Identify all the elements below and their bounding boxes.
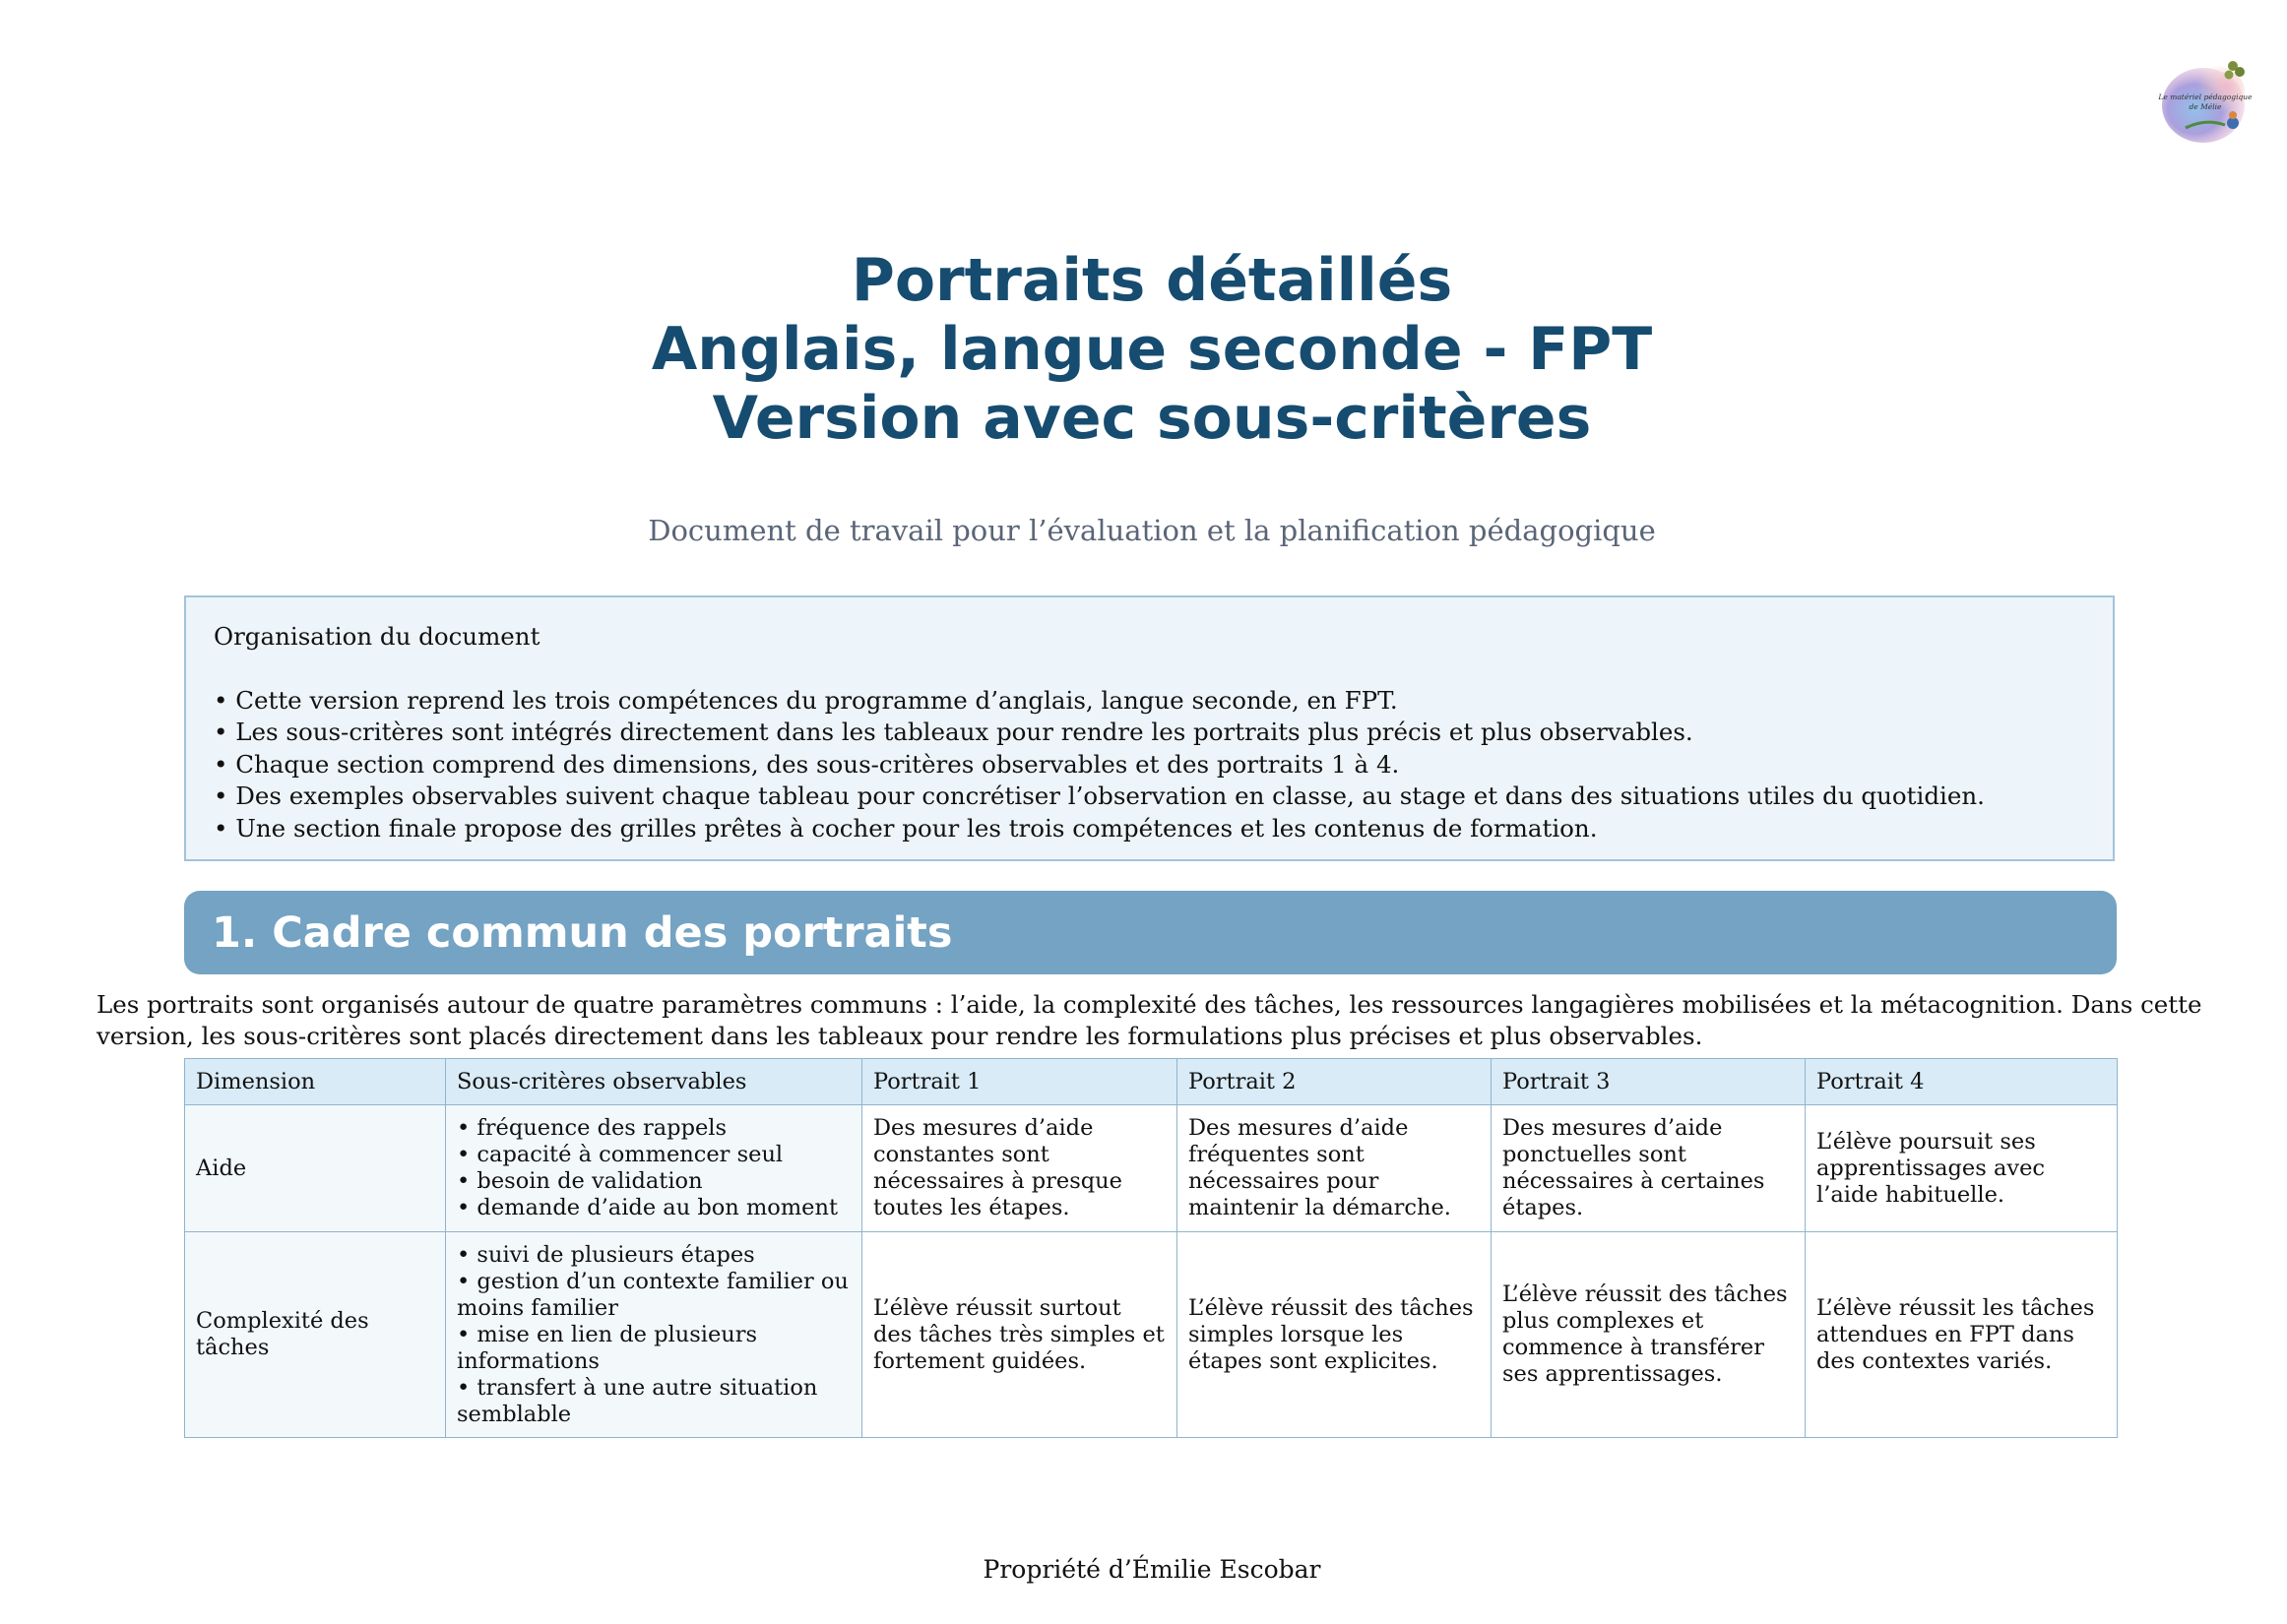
title-line-3: Version avec sous-critères (712, 384, 1592, 453)
subtitle: Document de travail pour l’évaluation et la planification pédagogique (648, 514, 1656, 547)
column-header-portrait-2: Portrait 2 (1177, 1059, 1492, 1105)
criteria-item: • besoin de validation (457, 1168, 703, 1194)
table-row (185, 1232, 2118, 1438)
criteria-cell (446, 1232, 862, 1438)
dimension-cell: Aide (185, 1105, 446, 1232)
table-row (185, 1105, 2118, 1232)
portrait-1-cell: L’élève réussit surtout des tâches très simples et fortement guidées. (862, 1232, 1177, 1438)
svg-text:Le matériel pédagogique: Le matériel pédagogique (2158, 93, 2253, 101)
portrait-4-cell: L’élève poursuit ses apprentissages avec l’aide habituelle. (1806, 1105, 2118, 1232)
title-line-1: Portraits détaillés (851, 246, 1453, 315)
organisation-item: • Des exemples observables suivent chaque tableau pour concrétiser l’observation en classe, au stage et dans des situations utiles du quotidien. (214, 781, 1985, 810)
portrait-2-cell: Des mesures d’aide fréquentes sont nécessaires pour maintenir la démarche. (1177, 1105, 1492, 1232)
title-line-2: Anglais, langue seconde - FPT (651, 315, 1653, 384)
organisation-heading: Organisation du document (214, 622, 540, 651)
criteria-item: • demande d’aide au bon moment (457, 1195, 839, 1220)
criteria-cell (446, 1105, 862, 1232)
organisation-item: • Les sous-critères sont intégrés directement dans les tableaux pour rendre les portraits plus précis et plus observables. (214, 718, 1693, 746)
watercolor-logo-icon (2146, 44, 2264, 148)
footer-ownership: Propriété d’Émilie Escobar (983, 1555, 1321, 1584)
svg-text:de Mélie: de Mélie (2189, 102, 2222, 111)
portrait-2-cell: L’élève réussit des tâches simples lorsque les étapes sont explicites. (1177, 1232, 1492, 1438)
criteria-item: • suivi de plusieurs étapes (457, 1241, 755, 1268)
portrait-3-cell: L’élève réussit des tâches plus complexes et commence à transférer ses apprentissages. (1492, 1232, 1806, 1438)
column-header-portrait-3: Portrait 3 (1492, 1059, 1806, 1105)
column-header-portrait-1: Portrait 1 (862, 1059, 1177, 1105)
section-heading (184, 891, 2117, 974)
logo (2146, 44, 2264, 148)
page-title (0, 246, 2287, 453)
criteria-item: • fréquence des rappels (457, 1115, 728, 1141)
organisation-box (184, 595, 2115, 861)
portrait-4-cell: L’élève réussit les tâches attendues en FPT dans des contextes variés. (1806, 1232, 2118, 1438)
criteria-item: • gestion d’un contexte familier ou moins familier (457, 1268, 849, 1321)
portrait-3-cell: Des mesures d’aide ponctuelles sont nécessaires à certaines étapes. (1492, 1105, 1806, 1232)
table-header-row (185, 1059, 2118, 1105)
dimension-cell: Complexité des tâches (185, 1232, 446, 1438)
criteria-item: • mise en lien de plusieurs informations (457, 1321, 758, 1374)
portraits-table (184, 1058, 2118, 1438)
section-intro: Les portraits sont organisés autour de quatre paramètres communs : l’aide, la complexité des tâches, les ressources langagières mobilisées et la métacognition. Dans cette version, les sous-critères sont placés directement dans les tableaux pour rendre les formulations plus précises et plus observables. (96, 990, 2202, 1050)
column-header-criteria: Sous-critères observables (446, 1059, 862, 1105)
column-header-dimension: Dimension (185, 1059, 446, 1105)
organisation-item: • Cette version reprend les trois compétences du programme d’anglais, langue seconde, en FPT. (214, 685, 1398, 715)
criteria-item: • transfert à une autre situation semblable (457, 1374, 818, 1427)
section-heading-text: 1. Cadre commun des portraits (212, 907, 953, 958)
organisation-item: • Chaque section comprend des dimensions, des sous-critères observables et des portraits 1 à 4. (214, 749, 1400, 779)
organisation-item: • Une section finale propose des grilles prêtes à cocher pour les trois compétences et les contenus de formation. (214, 813, 1598, 843)
portrait-1-cell: Des mesures d’aide constantes sont nécessaires à presque toutes les étapes. (862, 1105, 1177, 1232)
criteria-item: • capacité à commencer seul (457, 1142, 784, 1167)
column-header-portrait-4: Portrait 4 (1806, 1059, 2118, 1105)
